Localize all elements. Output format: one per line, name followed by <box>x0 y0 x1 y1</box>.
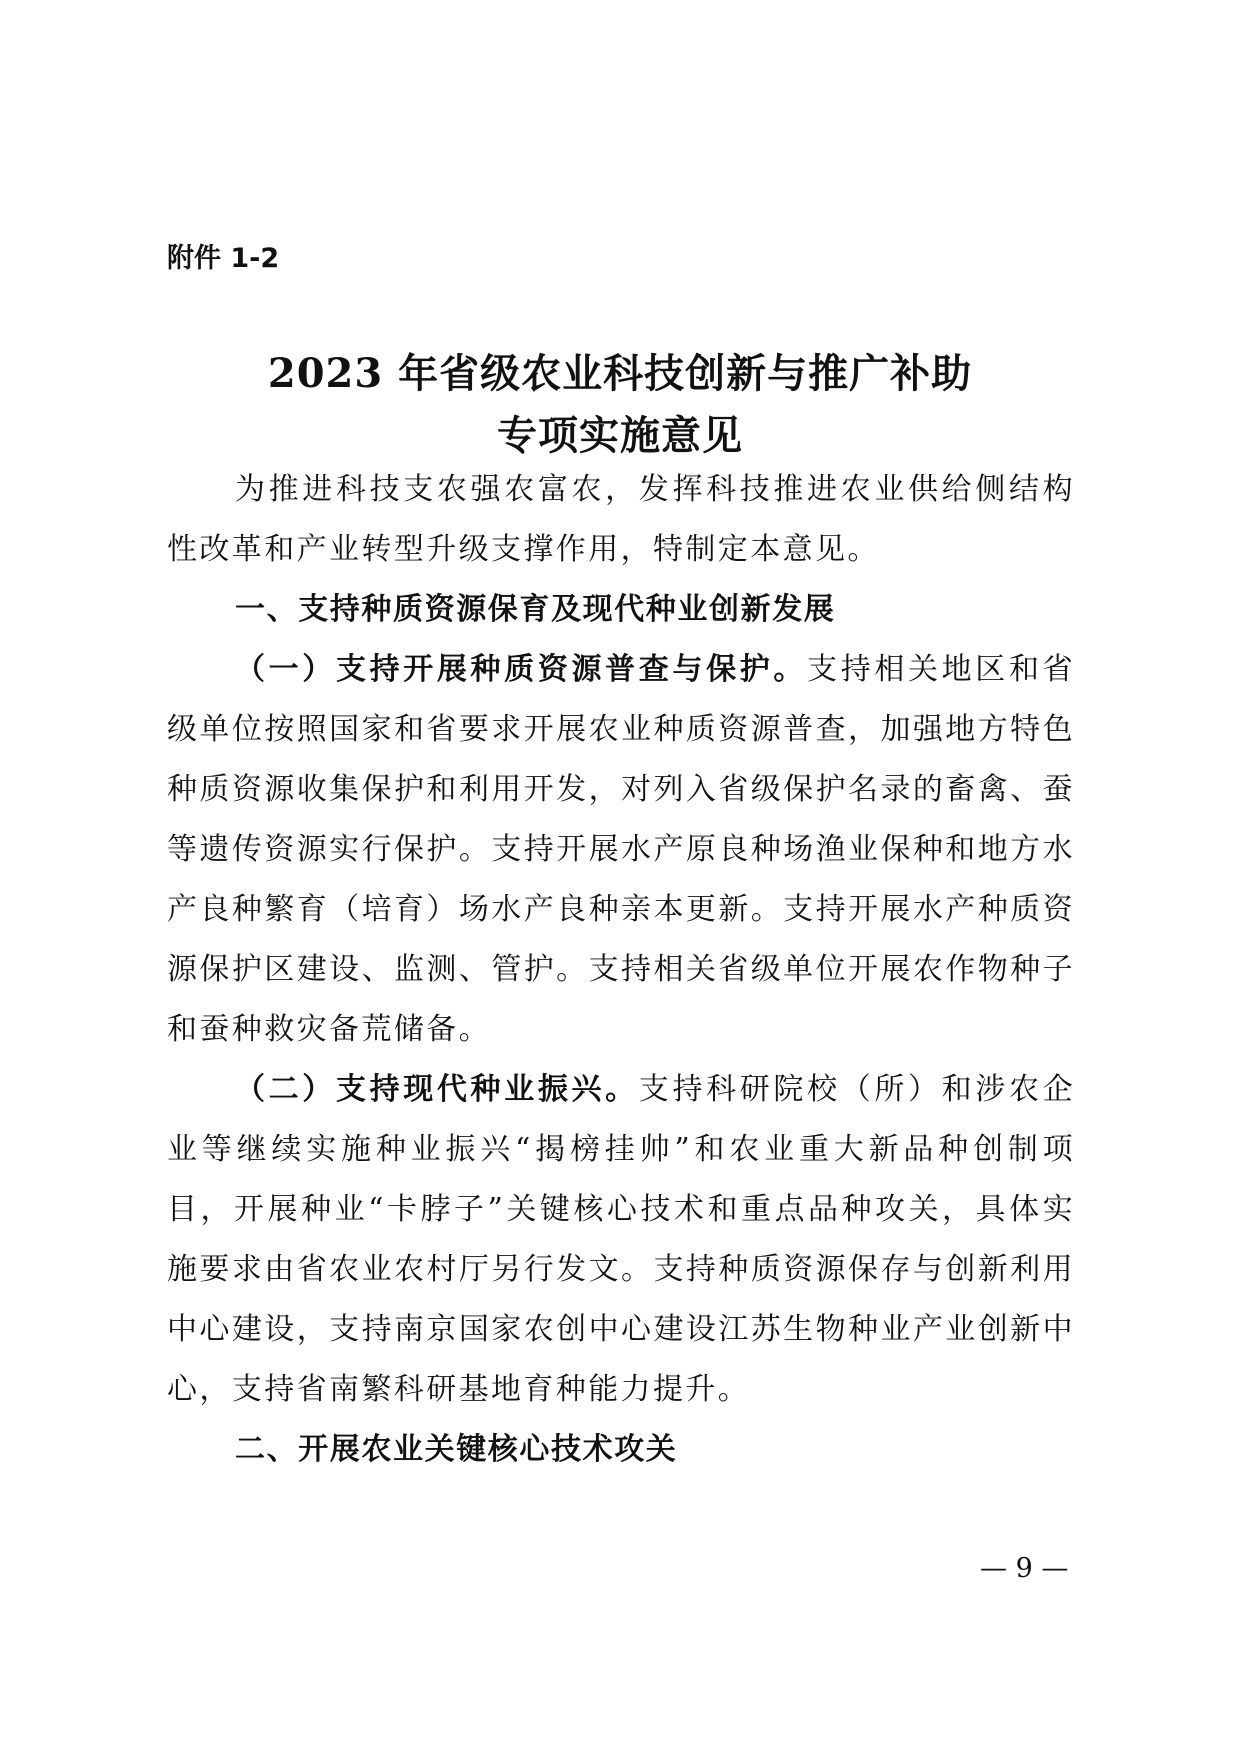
attachment-label: 附件 1-2 <box>167 243 280 274</box>
item-1-lead: （一）支持开展种质资源普查与保护。 <box>235 652 808 687</box>
item-2-text: 支持科研院校（所）和涉农企业等继续实施种业振兴“揭榜挂帅”和农业重大新品种创制项目，开展种业“卡脖子”关键核心技术和重点品种攻关，具体实施要求由省农业农村厅另行发文。支持种质资源保存与创新利用中心建设，支持南京国家农创中心建设江苏生物种业产业创新中心，支持省南繁科研基地育种能力提升。 <box>167 1072 1075 1407</box>
page-number: — 9 — <box>980 1553 1069 1584</box>
intro-paragraph: 为推进科技支农强农富农，发挥科技推进农业供给侧结构性改革和产业转型升级支撑作用，特制定本意见。 <box>167 472 1075 567</box>
item-2-paragraph <box>167 1060 1075 1420</box>
section-1-heading: 一、支持种质资源保育及现代种业创新发展 <box>235 592 836 627</box>
document-title-line-2: 专项实施意见 <box>497 412 743 459</box>
item-2-lead: （二）支持现代种业振兴。 <box>235 1072 639 1107</box>
item-1-text: 支持相关地区和省级单位按照国家和省要求开展农业种质资源普查，加强地方特色种质资源收集保护和利用开发，对列入省级保护名录的畜禽、蚕等遗传资源实行保护。支持开展水产原良种场渔业保种和地方水产良种繁育（培育）场水产良种亲本更新。支持开展水产种质资源保护区建设、监测、管护。支持相关省级单位开展农作物种子和蚕种救灾备荒储备。 <box>167 652 1075 1047</box>
section-2-heading: 二、开展农业关键核心技术攻关 <box>235 1432 678 1467</box>
document-title-line-1: 2023 年省级农业科技创新与推广补助 <box>267 350 973 397</box>
document-body <box>167 460 1075 1480</box>
item-1-paragraph <box>167 640 1075 1060</box>
